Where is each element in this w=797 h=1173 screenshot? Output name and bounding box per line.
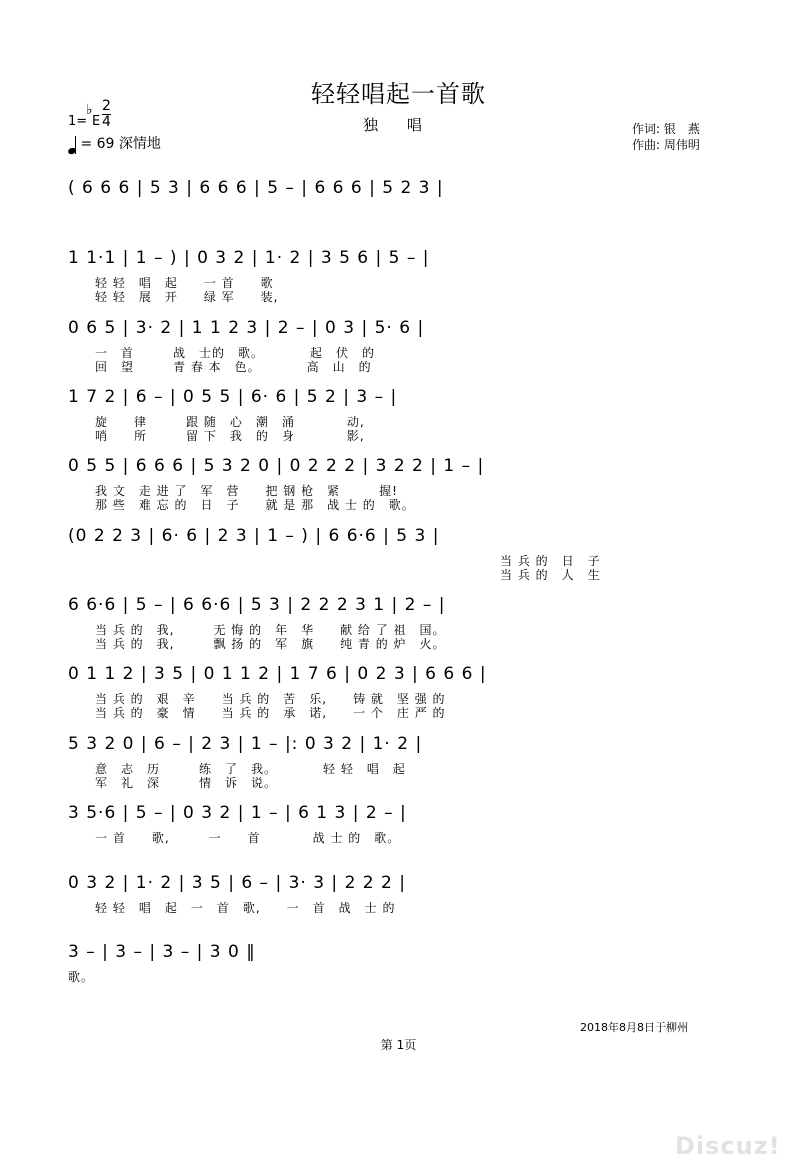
lyric-line: 当 兵 的 我, 无 悔 的 年 华 献 给 了 祖 国。: [95, 623, 446, 637]
flat-icon: ♭: [86, 102, 93, 118]
tempo-value: = 69: [80, 136, 115, 152]
notes-line: 0 6 5 | 3· 2 | 1 1 2 3 | 2 – | 0 3 | 5· 6 |: [68, 318, 425, 338]
notes-line: 6 6·6 | 5 – | 6 6·6 | 5 3 | 2 2 2 3 1 | 2 – |: [68, 595, 446, 615]
notes-line: 0 5 5 | 6 6 6 | 5 3 2 0 | 0 2 2 2 | 3 2 2 | 1 – |: [68, 456, 485, 476]
lyric-line: 军 礼 深 情 诉 说。: [95, 776, 278, 790]
lyric-line: 一 首 歌, 一 首 战 士 的 歌。: [95, 831, 401, 845]
lyric-line: 哨 所 留 下 我 的 身 影,: [95, 429, 365, 443]
lyric-line: 一 首 战 士的 歌。 起 伏 的: [95, 346, 376, 360]
notes-line: ( 6 6 6 | 5 3 | 6 6 6 | 5 – | 6 6 6 | 5 2 3 |: [68, 178, 444, 198]
lyric-line: 轻 轻 唱 起 一 首 歌, 一 首 战 士 的: [95, 901, 396, 915]
lyric-line: 意 志 历 练 了 我。 轻 轻 唱 起: [95, 762, 406, 776]
lyric-line: 那 些 难 忘 的 日 子 就 是 那 战 士 的 歌。: [95, 498, 415, 512]
lyric-line: 轻 轻 唱 起 一 首 歌: [95, 276, 274, 290]
performance-type: 独 唱: [363, 116, 434, 134]
key-prefix: 1=: [68, 114, 88, 129]
notes-line: 5 3 2 0 | 6 – | 2 3 | 1 – |: 0 3 2 | 1· 2 |: [68, 734, 423, 754]
key-letter: E: [92, 114, 101, 129]
notes-line: 0 3 2 | 1· 2 | 3 5 | 6 – | 3· 3 | 2 2 2 |: [68, 873, 406, 893]
lyric-line: 当 兵 的 人 生: [500, 568, 601, 582]
lyric-line: 当 兵 的 日 子: [500, 554, 601, 568]
lyric-line: 回 望 青 春 本 色。 高 山 的: [95, 360, 372, 374]
lyric-line: 当 兵 的 我, 飘 扬 的 军 旗 纯 青 的 炉 火。: [95, 637, 446, 651]
credits: [632, 121, 700, 153]
composition-date: 2018年8月8日于柳州: [580, 1021, 688, 1034]
tempo-marking: [68, 133, 161, 154]
lyric-line: 我 文 走 进 了 军 营 把 钢 枪 紧 握!: [95, 484, 398, 498]
composer-credit: 作曲: 周伟明: [632, 138, 700, 152]
lyric-line: 当 兵 的 艰 辛 当 兵 的 苦 乐, 铸 就 坚 强 的: [95, 692, 446, 706]
time-bottom: 4: [102, 114, 111, 130]
watermark-logo: Discuz!: [675, 1132, 781, 1160]
page-number: 第 1页: [380, 1038, 417, 1052]
notes-line: 0 1 1 2 | 3 5 | 0 1 1 2 | 1 7 6 | 0 2 3 | 6 6 6 |: [68, 664, 487, 684]
lyricist-credit: 作词: 银 燕: [632, 122, 700, 136]
notes-line: (0 2 2 3 | 6· 6 | 2 3 | 1 – ) | 6 6·6 | 5 3 |: [68, 526, 440, 546]
time-signature: [102, 100, 111, 129]
lyric-line: 轻 轻 展 开 绿 军 装,: [95, 290, 279, 304]
notes-line: 3 – | 3 – | 3 – | 3 0 ‖: [68, 942, 256, 962]
lyric-line: 歌。: [68, 970, 95, 984]
song-title: 轻轻唱起一首歌: [311, 80, 486, 108]
notes-line: 3 5·6 | 5 – | 0 3 2 | 1 – | 6 1 3 | 2 – |: [68, 803, 407, 823]
notes-line: 1 1·1 | 1 – ) | 0 3 2 | 1· 2 | 3 5 6 | 5 – |: [68, 248, 430, 268]
lyric-line: 旋 律 跟 随 心 潮 涌 动,: [95, 415, 365, 429]
lyric-line: 当 兵 的 豪 情 当 兵 的 承 诺, 一 个 庄 严 的: [95, 706, 446, 720]
notes-line: 1 7 2 | 6 – | 0 5 5 | 6· 6 | 5 2 | 3 – |: [68, 387, 398, 407]
time-top: 2: [102, 98, 111, 114]
tempo-mood: 深情地: [118, 136, 161, 152]
